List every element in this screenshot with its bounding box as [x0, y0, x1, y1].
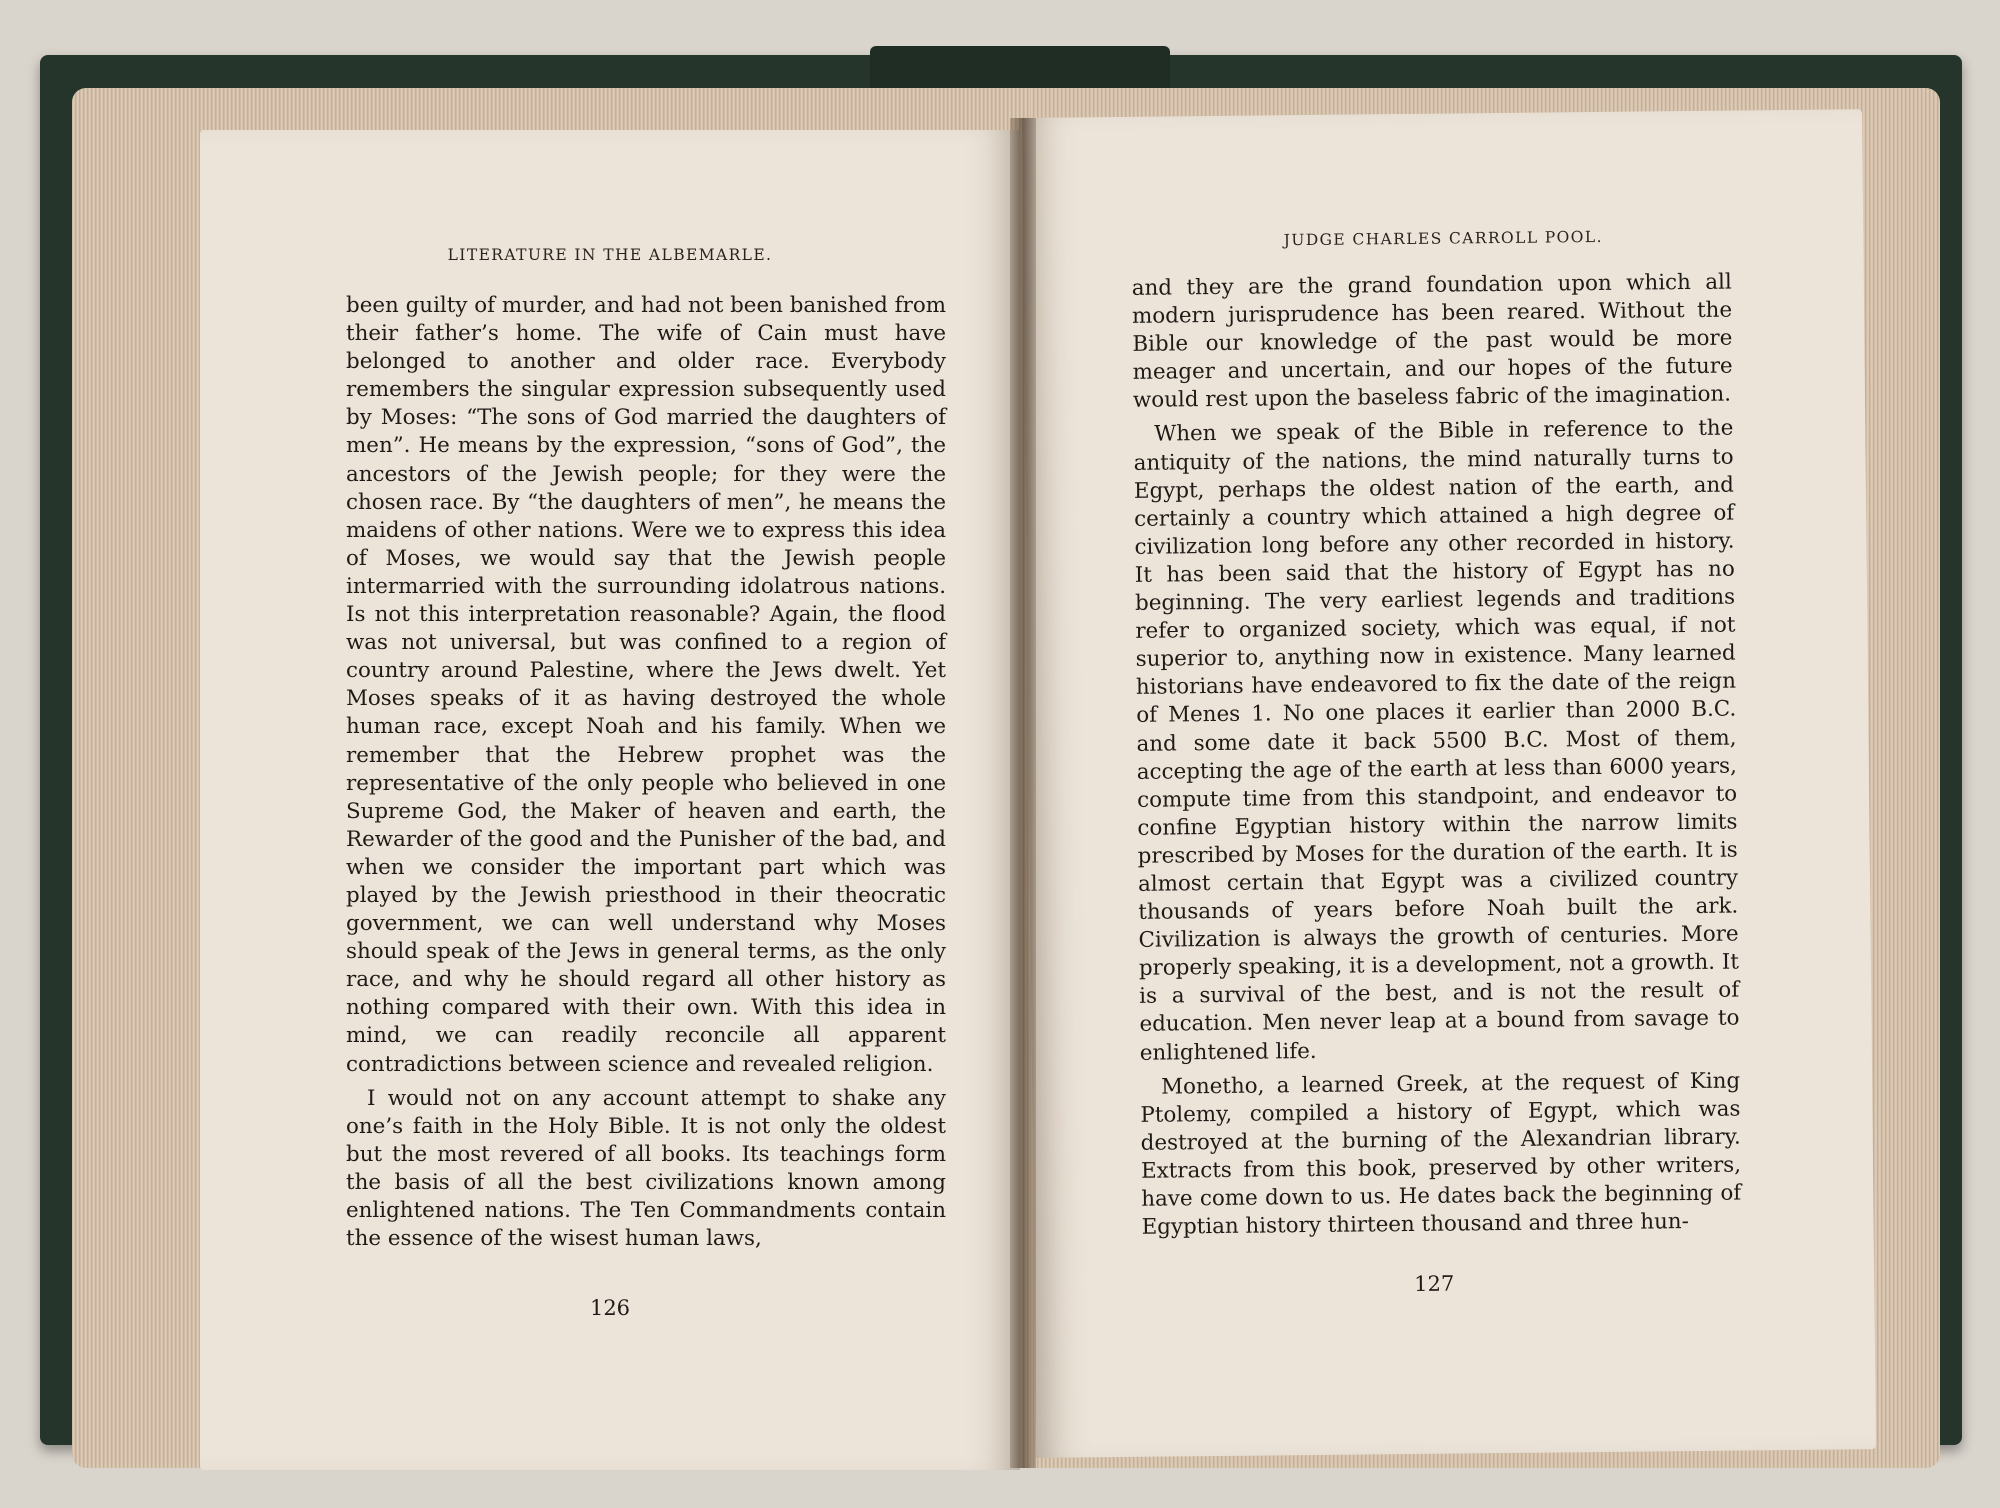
- left-paragraph-2: I would not on any account attempt to shake any one’s faith in the Holy Bible. It is not only the oldest but the most revered of all books. Its teachings form the basis of all the best civilizations known among enlightened nations. The Ten Commandments contain the essence of the wisest human laws,: [346, 1085, 946, 1252]
- right-running-head: JUDGE CHARLES CARROLL POOL.: [1283, 227, 1603, 250]
- left-paragraph-1: been guilty of murder, and had not been banished from their father’s home. The wife of Cain must have belonged to another and older race. Everybody remembers the singular expression subsequently used by Moses: “The sons of God married the daughters of men”. He means by the expression, “sons of God”, the ancestors of the Jewish people; for they were the chosen race. By “the daughters of men”, he means the maidens of other nations. Were we to express this idea of Moses, we would say that the Jewish people intermarried with the surrounding idolatrous nations. Is not this interpretation reasonable? Again, the flood was not universal, but was confined to a region of country around Palestine, where the Jews dwelt. Yet Moses speaks of it as having destroyed the whole human race, except Noah and his family. When we remember that the Hebrew prophet was the representative of the only people who believed in one Supreme God, the Maker of heaven and earth, the Rewarder of the good and the Punisher of the bad, and when we consider the important part which was played by the Jewish priesthood in their theocratic government, we can well understand why Moses should speak of the Jews in general terms, as the only race, and why he should regard all other history as nothing compared with their own. With this idea in mind, we can readily reconcile all apparent contradictions between science and revealed religion.: [346, 293, 946, 1077]
- left-page-number: 126: [589, 1296, 631, 1320]
- book-gutter: [1010, 118, 1036, 1468]
- right-paragraph-2: When we speak of the Bible in reference to the antiquity of the nations, the mind naturally turns to Egypt, perhaps the oldest nation of the earth, and certainly a country which attained a high degree of civilization long before any other recorded in history. It has been said that the history of Egypt has no beginning. The very earliest legends and traditions refer to organized society, which was equal, if not superior to, anything now in existence. Many learned historians have endeavored to fix the date of the reign of Menes 1. No one places it earlier than 2000 B.C. and some date it back 5500 B.C. Most of them, accepting the age of the earth at less than 6000 years, compute time from this standpoint, and endeavor to confine Egyptian history within the narrow limits prescribed by Moses for the duration of the earth. It is almost certain that Egypt was a civilized country thousands of years before Noah built the ark. Civilization is always the growth of centuries. More properly speaking, it is a development, not a growth. It is a survival of the best, and is not the result of education. Men never leap at a bound from savage to enlightened life.: [1133, 416, 1740, 1066]
- left-running-head: LITERATURE IN THE ALBEMARLE.: [447, 246, 773, 264]
- right-paragraph-3: Monetho, a learned Greek, at the request of King Ptolemy, compiled a history of Egypt, which was destroyed at the burning of the Alexandrian library. Extracts from this book, preserved by other writers, have come down to us. He dates back the beginning of Egyptian history thirteen thousand and three hun-: [1140, 1068, 1742, 1240]
- right-page: [1022, 109, 1876, 1458]
- right-paragraph-1: and they are the grand foundation upon which all modern jurisprudence has been reared. Without the Bible our knowledge of the past would be more meager and uncertain, and our hopes of the future would rest upon the baseless fabric of the imagination.: [1131, 269, 1733, 414]
- right-page-number: 127: [1414, 1271, 1455, 1296]
- left-page-text: [346, 292, 946, 1259]
- left-page: [200, 130, 1020, 1470]
- right-page-text: [1132, 269, 1742, 1248]
